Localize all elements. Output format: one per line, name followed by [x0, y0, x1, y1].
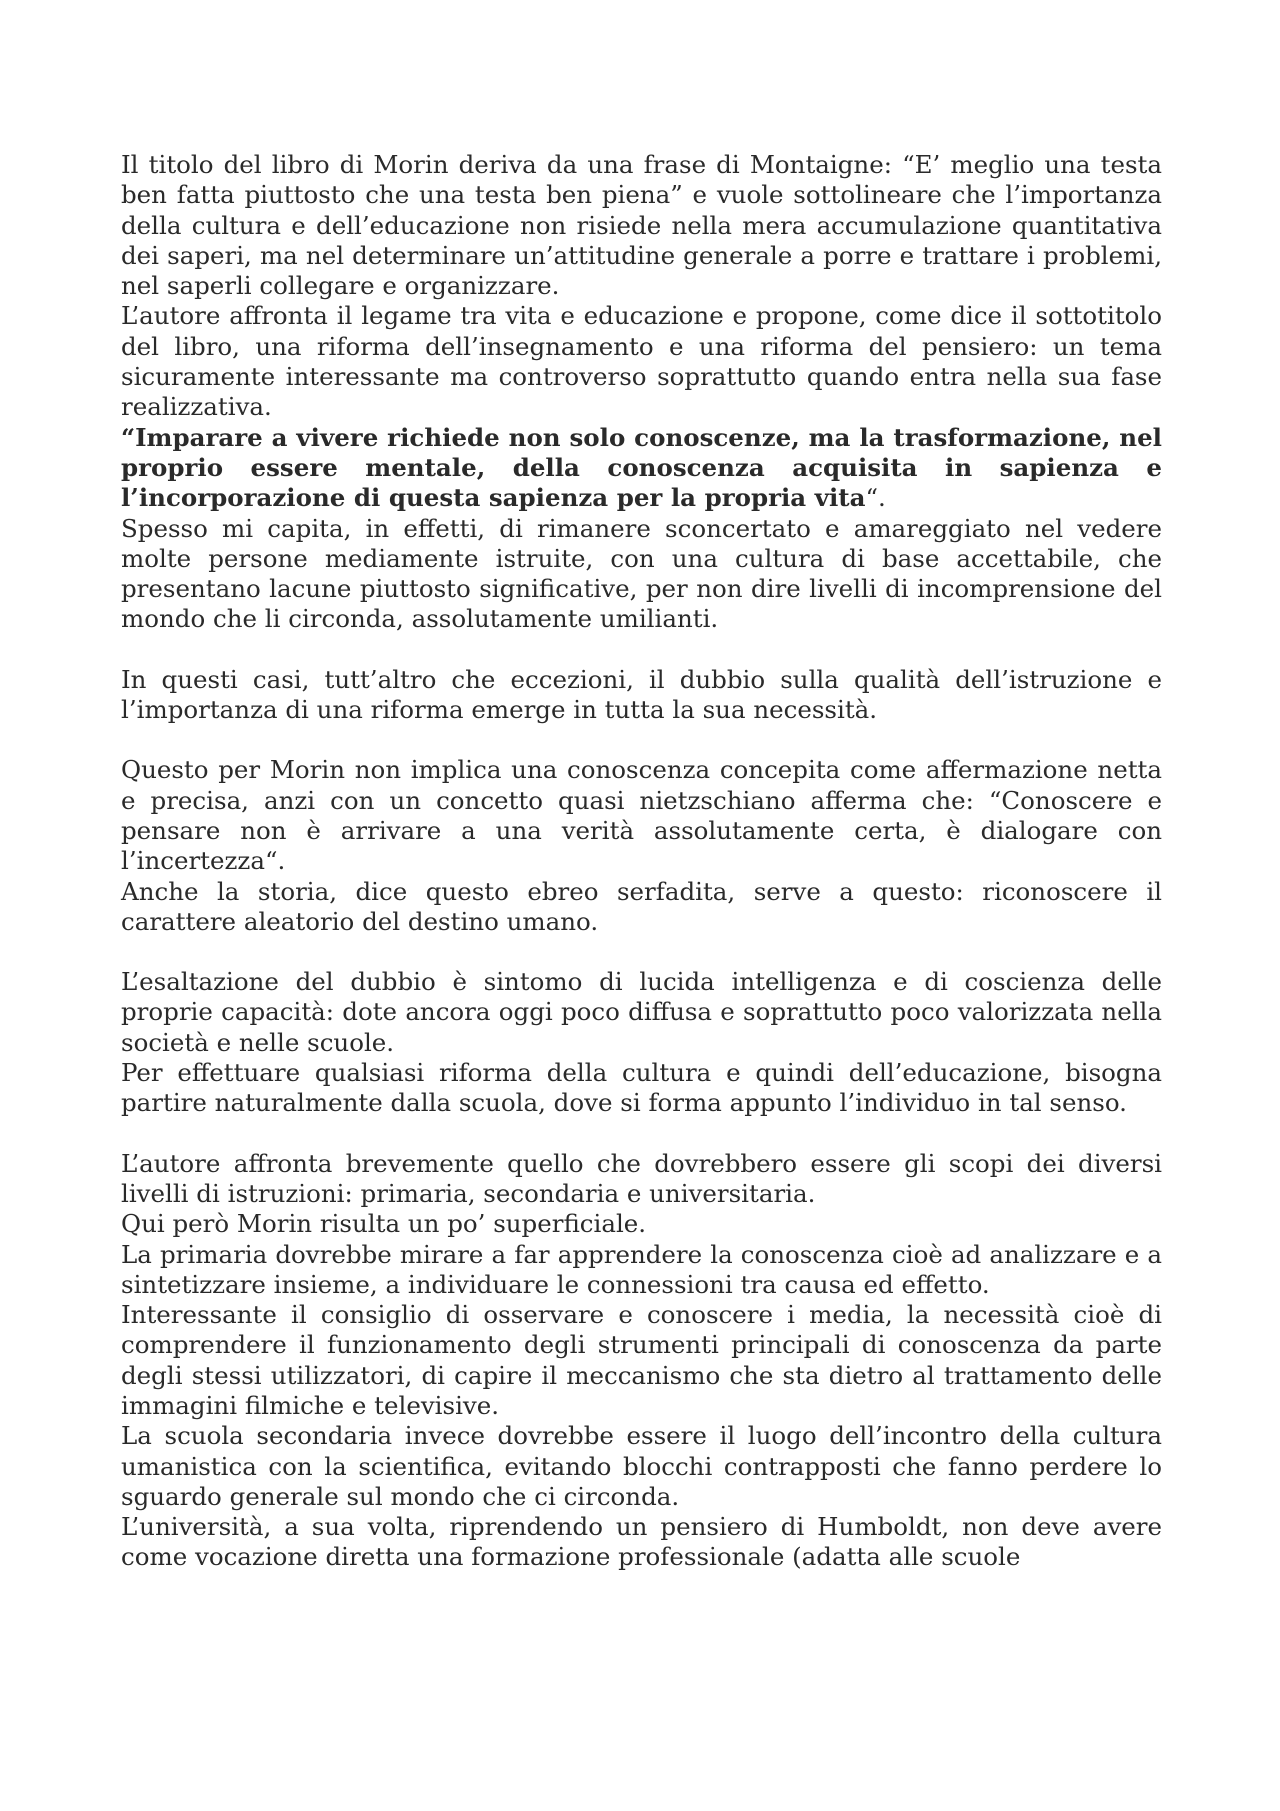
paragraph-intro: Il titolo del libro di Morin deriva da una frase di Montaigne: “E’ meglio una testa ben fatta piuttosto che una testa ben piena” e vuole sottolineare che l’importanza della cultura e dell’educazione non risiede nella mera accumulazione quantitativa dei saperi, ma nel determinare un’attitudine generale a porre e trattare i problemi, nel saperli collegare e organizzare. [121, 150, 1162, 301]
paragraph-primary: La primaria dovrebbe mirare a far apprendere la conoscenza cioè ad analizzare e a sintetizzare insieme, a individuare le connessioni tra causa ed effetto. [121, 1239, 1162, 1299]
paragraph-quote [121, 423, 1162, 514]
quote-tail: “. [865, 483, 886, 513]
paragraph-cases: In questi casi, tutt’altro che eccezioni, il dubbio sulla qualità dell’istruzione e l’importanza di una riforma emerge in tutta la sua necessità. [121, 664, 1162, 725]
document-page [121, 150, 1162, 1573]
paragraph-secondary: La scuola secondaria invece dovrebbe essere il luogo dell’incontro della cultura umanistica con la scientifica, evitando blocchi contrapposti che fanno perdere lo sguardo generale sul mondo che ci circonda. [121, 1421, 1162, 1511]
paragraph-university: L’università, a sua volta, riprendendo un pensiero di Humboldt, non deve avere come vocazione diretta una formazione professionale (adatta alle scuole [121, 1512, 1162, 1572]
paragraph-levels: L’autore affronta brevemente quello che dovrebbero essere gli scopi dei diversi livelli di istruzioni: primaria, secondaria e universitaria. [121, 1148, 1162, 1208]
paragraph-history: Anche la storia, dice questo ebreo serfadita, serve a questo: riconoscere il carattere aleatorio del destino umano. [121, 876, 1162, 936]
paragraph-personal: Spesso mi capita, in effetti, di rimanere sconcertato e amareggiato nel vedere molte persone mediamente istruite, con una cultura di base accettabile, che presentano lacune piuttosto significative, per non dire livelli di incomprensione del mondo che li circonda, assolutamente umilianti. [121, 513, 1162, 634]
paragraph-author-theme: L’autore affronta il legame tra vita e educazione e propone, come dice il sottotitolo del libro, una riforma dell’insegnamento e una riforma del pensiero: un tema sicuramente interessante ma controverso soprattutto quando entra nella sua fase realizzativa. [121, 301, 1162, 422]
paragraph-doubt: L’esaltazione del dubbio è sintomo di lucida intelligenza e di coscienza delle proprie capacità: dote ancora oggi poco diffusa e soprattutto poco valorizzata nella società e nelle scuole. [121, 967, 1162, 1057]
paragraph-superficial: Qui però Morin risulta un po’ superficiale. [121, 1209, 647, 1239]
quote-bold-text: “Imparare a vivere richiede non solo conoscenze, ma la trasformazione, nel proprio essere mentale, della conoscenza acquisita in sapienza e l’incorporazione di questa sapienza per la propria vita [121, 422, 1162, 513]
paragraph-reform: Per effettuare qualsiasi riforma della cultura e quindi dell’educazione, bisogna partire naturalmente dalla scuola, dove si forma appunto l’individuo in tal senso. [121, 1058, 1162, 1118]
paragraph-media: Interessante il consiglio di osservare e conoscere i media, la necessità cioè di comprendere il funzionamento degli strumenti principali di conoscenza da parte degli stessi utilizzatori, di capire il meccanismo che sta dietro al trattamento delle immagini filmiche e televisive. [121, 1300, 1162, 1420]
paragraph-knowledge: Questo per Morin non implica una conoscenza concepita come affermazione netta e precisa, anzi con un concetto quasi nietzschiano afferma che: “Conoscere e pensare non è arrivare a una verità assolutamente certa, è dialogare con l’incertezza“. [121, 755, 1162, 876]
